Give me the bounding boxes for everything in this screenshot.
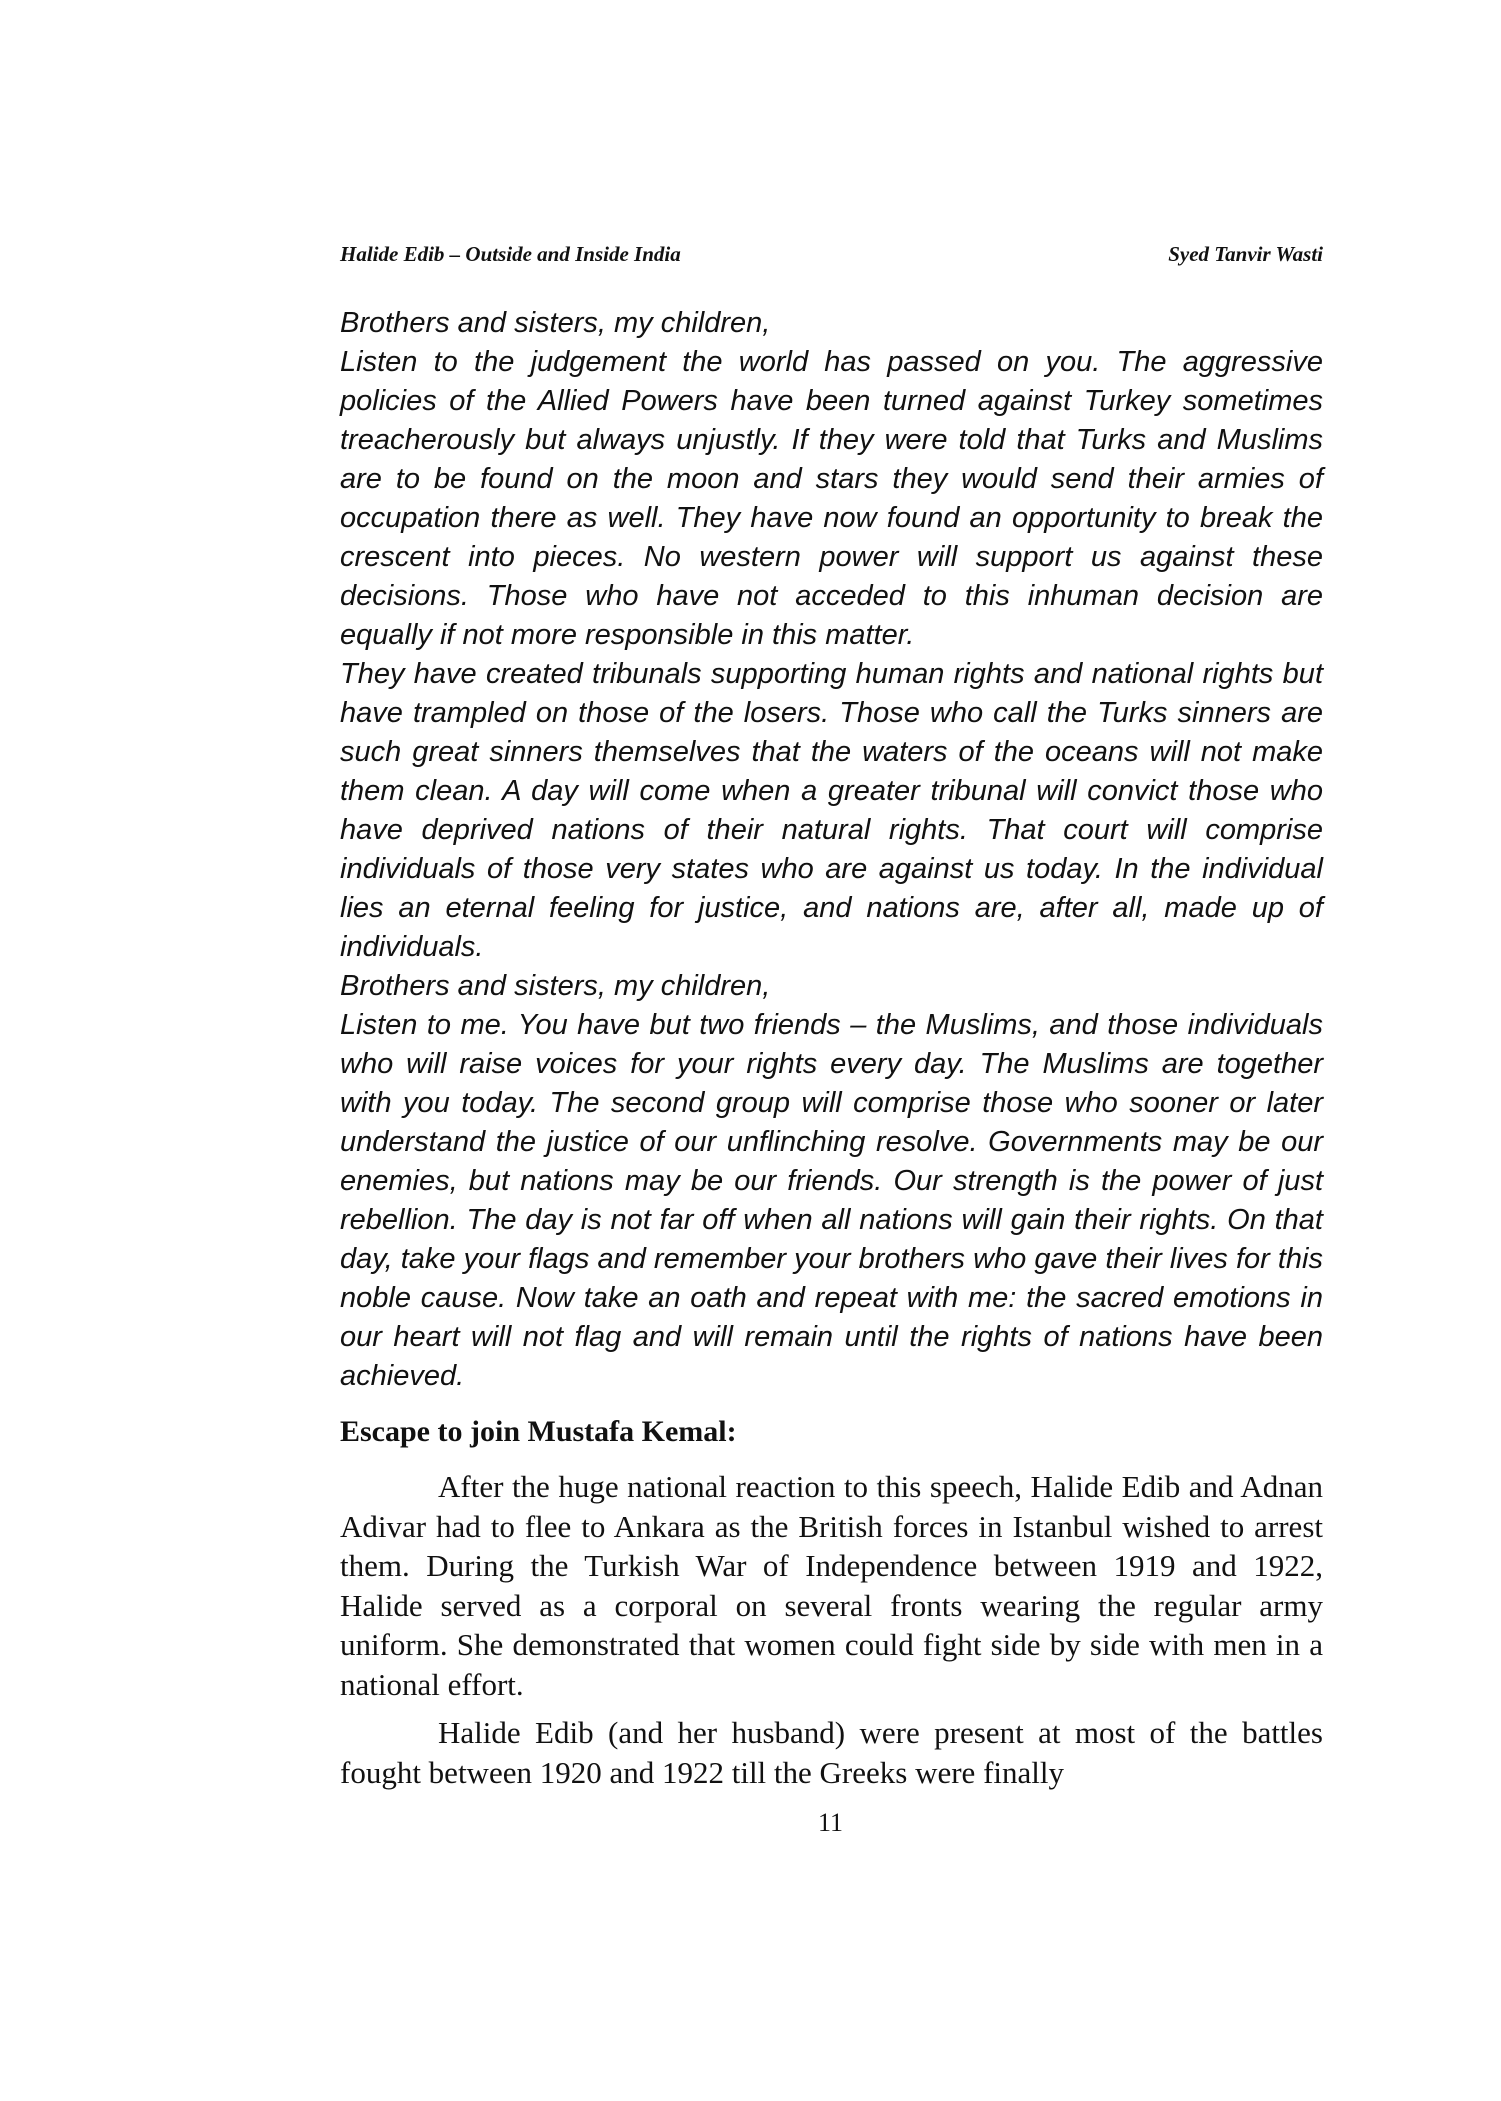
speech-quotation	[340, 304, 1323, 1396]
body-paragraph: Halide Edib (and her husband) were present at most of the battles fought between 1920 and 1922 till the Greeks were finally	[340, 1715, 1323, 1790]
running-header	[340, 239, 1323, 269]
speech-paragraph: Listen to me. You have but two friends – the Muslims, and those individuals who will raise voices for your rights every day. The Muslims are together with you today. The second group will comprise those who sooner or later understand the justice of our unflinching resolve. Governments may be our enemies, but nations may be our friends. Our strength is the power of just rebellion. The day is not far off when all nations will gain their rights. On that day, take your flags and remember your brothers who gave their lives for this noble cause. Now take an oath and repeat with me: the sacred emotions in our heart will not flag and will remain until the rights of nations have been achieved.	[340, 1009, 1323, 1392]
header-author: Syed Tanvir Wasti	[1168, 242, 1323, 266]
speech-paragraph: Listen to the judgement the world has passed on you. The aggressive policies of the Allied Powers have been turned against Turkey sometimes treacherously but always unjustly. If they were told that Turks and Muslims are to be found on the moon and stars they would send their armies of occupation there as well. They have now found an opportunity to break the crescent into pieces. No western power will support us against these decisions. Those who have not acceded to this inhuman decision are equally if not more responsible in this matter.	[340, 346, 1323, 651]
speech-paragraph: Brothers and sisters, my children,	[340, 970, 771, 1002]
header-book-title: Halide Edib – Outside and Inside India	[340, 242, 681, 266]
speech-paragraph: They have created tribunals supporting human rights and national rights but have trampled on those of the losers. Those who call the Turks sinners are such great sinners themselves that the waters of the oceans will not make them clean. A day will come when a greater tribunal will convict those who have deprived nations of their natural rights. That court will comprise individuals of those very states who are against us today. In the individual lies an eternal feeling for justice, and nations are, after all, made up of individuals.	[340, 658, 1323, 963]
section-body	[340, 1467, 1323, 1801]
section-heading: Escape to join Mustafa Kemal:	[340, 1415, 737, 1448]
speech-paragraph: Brothers and sisters, my children,	[340, 307, 771, 339]
body-paragraph: After the huge national reaction to this speech, Halide Edib and Adnan Adivar had to flee to Ankara as the British forces in Istanbul wished to arrest them. During the Turkish War of Independence between 1919 and 1922, Halide served as a corporal on several fronts wearing the regular army uniform. She demonstrated that women could fight side by side with men in a national effort.	[340, 1469, 1323, 1702]
page-number: 11	[817, 1808, 844, 1837]
